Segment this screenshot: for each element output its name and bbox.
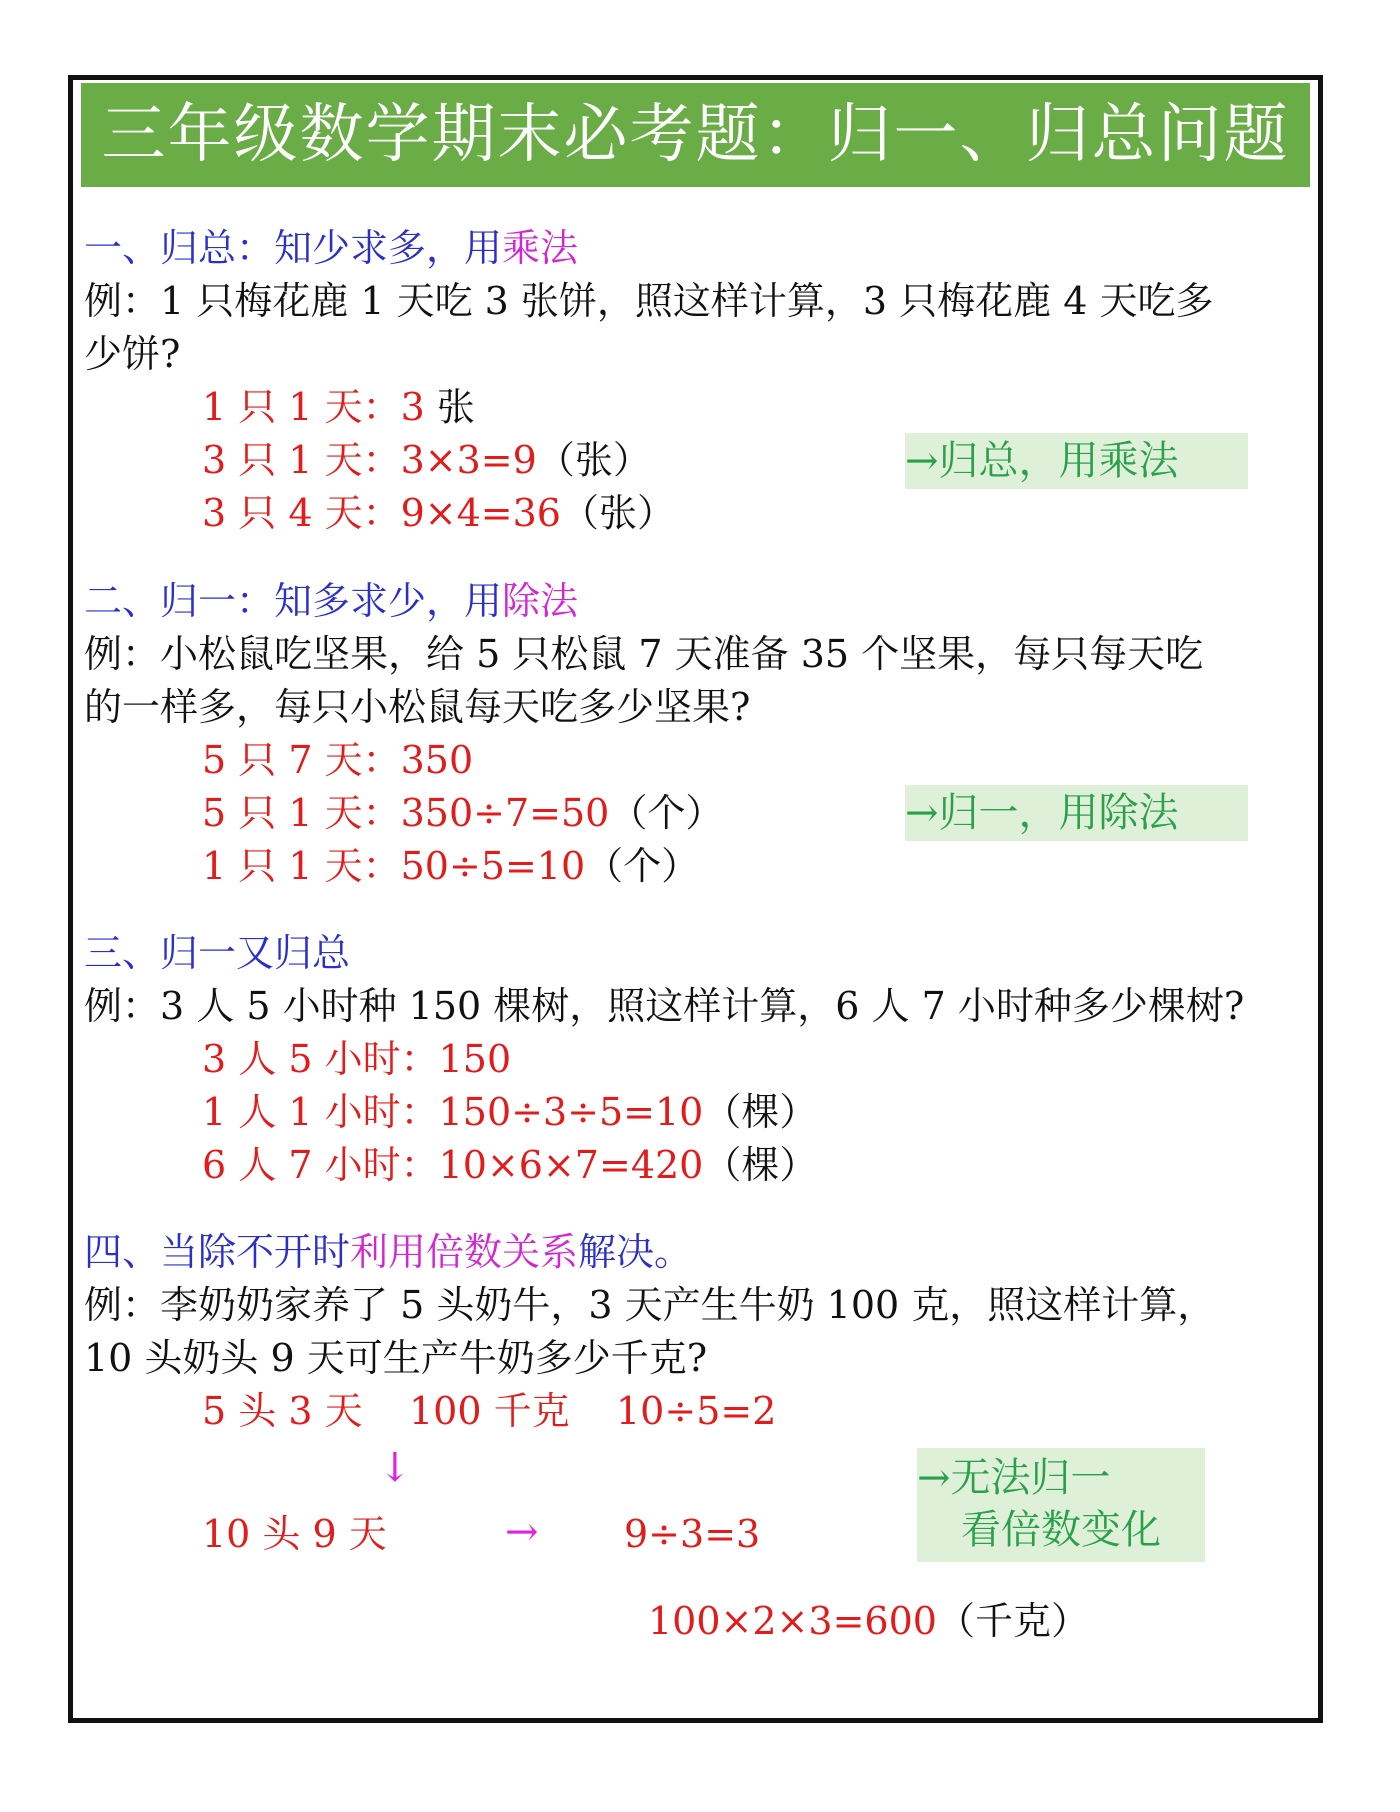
section-3-step-1-calc: 3 人 5 小时：150 bbox=[202, 1037, 512, 1081]
section-4-result-calc: 100×2×3=600 bbox=[648, 1599, 937, 1643]
section-1-heading bbox=[84, 224, 578, 272]
section-3-step-2 bbox=[202, 1088, 817, 1136]
section-1-step-2 bbox=[202, 436, 651, 484]
section-2-example-line-1: 例：小松鼠吃坚果，给 5 只松鼠 7 天准备 35 个坚果，每只每天吃 bbox=[84, 632, 1204, 676]
section-1-example-line-1: 例：1 只梅花鹿 1 天吃 3 张饼，照这样计算，3 只梅花鹿 4 天吃多 bbox=[84, 279, 1214, 323]
right-arrow-icon: → bbox=[505, 1509, 539, 1555]
section-2-heading-main: 二、归一：知多求少，用 bbox=[84, 579, 503, 623]
section-1-step-1 bbox=[202, 383, 475, 431]
section-2-note-box bbox=[905, 785, 1248, 841]
section-4-example-line-1: 例：李奶奶家养了 5 头奶牛，3 天产生牛奶 100 克，照这样计算， bbox=[84, 1283, 1216, 1327]
down-arrow-icon: ↓ bbox=[378, 1445, 412, 1491]
section-1-step-1-unit: 张 bbox=[424, 385, 475, 429]
section-2-example-line-2: 的一样多，每只小松鼠每天吃多少坚果? bbox=[84, 685, 751, 729]
section-3-step-3-calc: 6 人 7 小时：10×6×7=420 bbox=[202, 1143, 704, 1187]
section-4-heading bbox=[84, 1228, 692, 1276]
section-1-note: →归总，用乘法 bbox=[905, 438, 1179, 484]
section-1-step-3 bbox=[202, 489, 675, 537]
section-3-step-2-calc: 1 人 1 小时：150÷3÷5=10 bbox=[202, 1090, 704, 1134]
section-4-row-1-ratio: 10÷5=2 bbox=[616, 1389, 777, 1433]
section-1-step-3-unit: （张） bbox=[560, 491, 675, 535]
section-2-note: →归一，用除法 bbox=[905, 790, 1179, 836]
section-2-step-3 bbox=[202, 842, 699, 890]
section-2-heading-method: 除法 bbox=[502, 579, 579, 623]
section-1-heading-method: 乘法 bbox=[502, 226, 579, 270]
section-3-step-1 bbox=[202, 1035, 511, 1083]
page-title: 三年级数学期末必考题：归一、归总问题 bbox=[81, 83, 1310, 187]
section-2-step-2-unit: （个） bbox=[609, 791, 724, 835]
section-2-step-1-calc: 5 只 7 天：350 bbox=[202, 738, 474, 782]
section-1-note-box bbox=[905, 433, 1248, 489]
section-4-heading-main: 四、当除不开时 bbox=[84, 1230, 351, 1274]
section-1-step-2-calc: 3 只 1 天：3×3=9 bbox=[202, 438, 537, 482]
section-3-example-line-1: 例：3 人 5 小时种 150 棵树，照这样计算，6 人 7 小时种多少棵树? bbox=[84, 984, 1245, 1028]
section-4-example-line-2: 10 头奶头 9 天可生产牛奶多少千克? bbox=[84, 1336, 708, 1380]
section-4-result bbox=[648, 1597, 1089, 1645]
section-2-step-3-unit: （个） bbox=[585, 844, 700, 888]
section-3-heading: 三、归一又归总 bbox=[84, 931, 351, 975]
section-4-heading-method: 利用倍数关系 bbox=[350, 1230, 579, 1274]
section-1-heading-main: 一、归总：知少求多，用 bbox=[84, 226, 503, 270]
section-3-step-2-unit: （棵） bbox=[703, 1090, 818, 1134]
section-4-row-2-quantity: 10 头 9 天 bbox=[202, 1512, 387, 1556]
section-4-heading-end: 解决。 bbox=[578, 1230, 693, 1274]
section-4-note-line-2: 看倍数变化 bbox=[961, 1507, 1161, 1553]
section-2-step-2-calc: 5 只 1 天：350÷7=50 bbox=[202, 791, 610, 835]
section-4-row-1-quantity: 5 头 3 天 bbox=[202, 1389, 363, 1433]
section-4-note-box bbox=[917, 1448, 1205, 1562]
section-4-row-2-ratio: 9÷3=3 bbox=[624, 1512, 761, 1556]
section-4-result-unit: （千克） bbox=[936, 1599, 1089, 1643]
section-1-step-3-calc: 3 只 4 天：9×4=36 bbox=[202, 491, 561, 535]
section-2-step-3-calc: 1 只 1 天：50÷5=10 bbox=[202, 844, 586, 888]
section-2-step-1 bbox=[202, 736, 473, 784]
section-2-step-2 bbox=[202, 789, 723, 837]
section-1-step-1-calc: 1 只 1 天：3 bbox=[202, 385, 425, 429]
section-1-step-2-unit: （张） bbox=[536, 438, 651, 482]
section-1-example-line-2: 少饼? bbox=[84, 332, 181, 376]
section-2-heading bbox=[84, 577, 578, 625]
section-4-note-line-1: →无法归一 bbox=[917, 1455, 1111, 1501]
section-4-row-1-amount: 100 千克 bbox=[409, 1389, 570, 1433]
section-3-step-3-unit: （棵） bbox=[703, 1143, 818, 1187]
section-3-step-3 bbox=[202, 1141, 817, 1189]
